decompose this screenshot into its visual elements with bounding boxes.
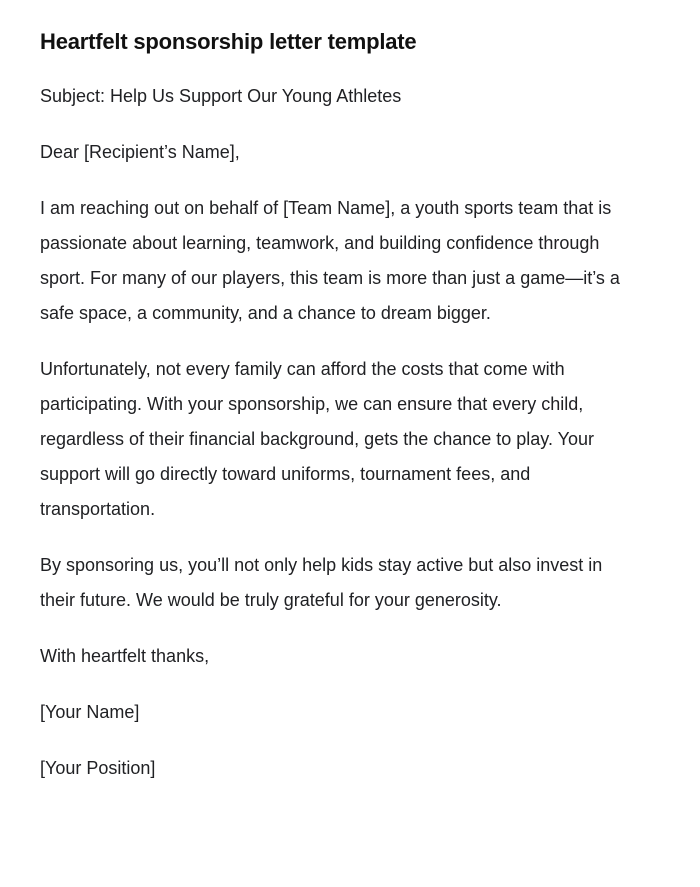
letter-paragraph-2: Unfortunately, not every family can afford the costs that come with participating. With your sponsorship, we can ensure that every child, regardless of their financial background, gets the chance to play. Your support will go directly toward uniforms, tournament fees, and transportation. [40,359,595,519]
closing-line: With heartfelt thanks, [40,646,210,666]
signature-position: [Your Position] [40,758,156,778]
letter-paragraph-1: I am reaching out on behalf of [Team Name], a youth sports team that is passionate about learning, teamwork, and building confidence through sport. For many of our players, this team is more than just a game—it’s a safe space, a community, and a chance to dream bigger. [40,198,620,323]
signature-name: [Your Name] [40,702,140,722]
subject-line: Subject: Help Us Support Our Young Athletes [40,86,402,106]
salutation: Dear [Recipient’s Name], [40,142,240,162]
letter-paragraph-3: By sponsoring us, you’ll not only help kids stay active but also invest in their future. We would be truly grateful for your generosity. [40,555,603,610]
page-title: Heartfelt sponsorship letter template [40,29,417,54]
